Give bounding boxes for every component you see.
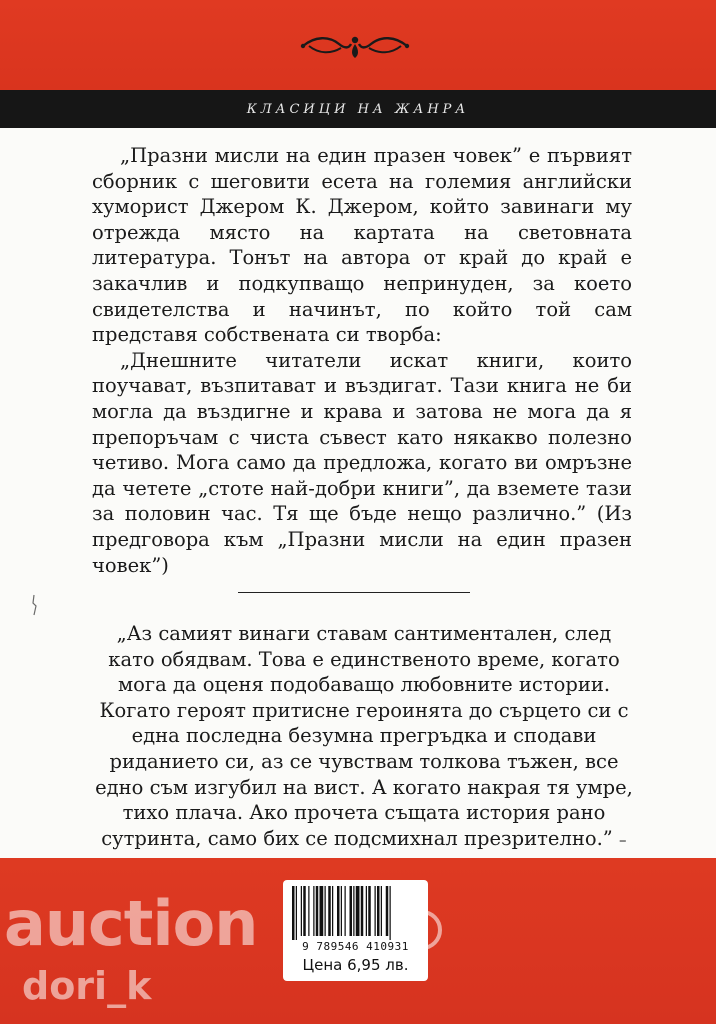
quote-attribution: – (618, 830, 627, 849)
series-label: КЛАСИЦИ НА ЖАНРА (246, 101, 470, 117)
price-label: Цена 6,95 лв. (302, 956, 409, 974)
blurb-text (92, 143, 632, 578)
top-red-panel (0, 0, 716, 90)
section-divider (238, 592, 470, 593)
author-quote (94, 621, 634, 881)
blurb-paragraph-2: „Днешните читатели искат книги, които поучават, възпитават и въздигат. Тази книга не би могла да въздигне и крава и затова не мога да я препоръчам с чиста съвест като някакво полезно четиво. Мога само да предложа, когато ви омръзне да четете „стоте най-добри книги”, да вземете тази за половин час. Тя ще бъде нещо различно.” (Из предговора към „Празни мисли на един празен човек”) (92, 348, 632, 577)
watermark-user: dori_k (22, 964, 152, 1008)
ornament-icon (295, 30, 415, 62)
series-band (0, 90, 716, 128)
watermark-auction: auction (4, 887, 258, 960)
watermark-ring-icon (402, 910, 442, 950)
blurb-paragraph-1: „Празни мисли на един празен човек” е първият сборник с шеговити есета на големия английски хуморист Джером К. Джером, който завинаги му отрежда място на картата на световната литература. Тонът на автора от край до край е закачлив и подкупващо непринуден, за което свидетелства и начинът, по който той сам представя собствената си творба: (92, 144, 632, 347)
edge-scratch-mark (30, 594, 38, 616)
isbn-number: 9 789546 410931 (302, 940, 409, 953)
quote-text: „Аз самият винаги ставам сантиментален, след като обядвам. Това е единственото време, когато мога да оценя подобаващо любовните истории. Когато героят притисне героинята до сърцето си с една последна безумна прегръдка и сподави риданието си, аз се чувствам толкова тъжен, все едно съм изгубил на вист. А когато накрая тя умре, тихо плача. Ако прочета същата история рано сутринта, само бих се подсмихнал презрително.” (95, 622, 633, 850)
